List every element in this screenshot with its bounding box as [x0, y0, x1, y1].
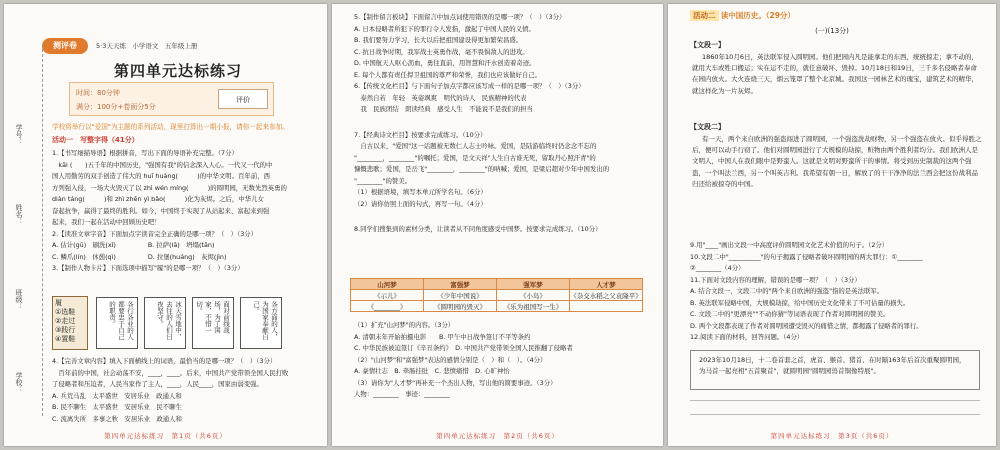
q11: 11.下面对文段内容的理解，错误的是哪一项？（ ）（3分）	[690, 275, 861, 284]
activity-1-title: 活动一 写整字得（41分）	[52, 136, 139, 144]
q8-option: A. 清朝末年开始拍摄电影 B. 甲午中日战争签订不平等条约	[354, 332, 531, 341]
q11-option: D. 两个文段都表现了作者对圆明园遭受毁灭的痛惜之情，都揭露了侵略者的罪行。	[690, 321, 923, 330]
table-header-cell: 强军梦	[497, 279, 570, 290]
table-header-cell: 富强梦	[424, 279, 497, 290]
q8-answer: 人物：________ 事迹：________	[354, 390, 450, 398]
page2-questions-bottom	[354, 320, 654, 401]
page-footer: 第四单元达标练习 第2页（共6页）	[436, 432, 559, 440]
q7-text: "________"的赞美。	[354, 176, 412, 185]
q7: 7.【经典诗文栏目】按要求完成练习。（10分）	[354, 130, 487, 139]
q9: 9.用"____"画出文段一中高度评价圆明园文化艺术价值的句子。（2分）	[690, 241, 889, 249]
table-cell: 《乐为祖国写一生》	[497, 301, 570, 312]
q1: 1.【书写细描导语】根据拼音，写出下面的导语补充完整。（7分）	[52, 149, 238, 157]
table-row	[351, 301, 643, 312]
q11-option: B. 英法联军侵略中国，大规模劫掠，给中国历史文化带来了不可估量的损失。	[690, 298, 910, 307]
q2-option: A. 估计(gū) 刷洗(xǐ) B. 拉萨(lā) 坍塌(tān)	[52, 241, 215, 249]
q4-option: B. 民不聊生 太平盛世 安居乐业 民不聊生	[52, 403, 182, 411]
table-header-cell: 山河梦	[351, 279, 424, 290]
q5-option: B. 我们要努力学习，长大以后把祖国建设得更加繁荣昌盛。	[354, 36, 523, 44]
table-cell: 《小岛》	[497, 290, 570, 301]
table-cell: 《杂交水稻之父袁隆平》	[570, 291, 642, 300]
q7-text: 慷慨悲歌；爱国，是岳飞"________，________"的呐喊；爱国，是梁启超对少年中国发出的	[354, 165, 610, 173]
q5-option: E. 每个人都有责任捍卫祖国的尊严和荣誉，我们也应该做好自己。	[354, 70, 542, 79]
name-label: 姓名：	[15, 204, 23, 225]
passage-1-label: 【文段一】	[690, 41, 725, 49]
activity-2-badge: 活动二	[690, 10, 719, 21]
q2: 2.【读准文章字音】下面加点字读音完全正确的是哪一项？（ ）（3分）	[52, 229, 258, 238]
intro-text: 学校将举行以"爱国"为主题的系列活动，现里打算出一期小报，请你一起来参加。	[52, 123, 289, 131]
class-label: 班级：	[15, 289, 23, 310]
page-footer: 第四单元达标练习 第3页（共6页）	[770, 432, 894, 440]
q8-option: C. 中华民族被迫签订《辛丑条约》 D. 中国共产党带领全国人民推翻了侵略者	[354, 344, 573, 352]
worksheet-page-3	[668, 4, 996, 446]
q1-line: 奋起抗争，赢得了最终的胜利。如今，中国终于实现了从站起来、富起来到强	[52, 206, 270, 215]
eval-box: 评价	[218, 89, 268, 109]
worksheet-page-2	[332, 4, 663, 446]
table-row	[351, 279, 643, 290]
page2-questions-top	[354, 12, 654, 236]
q12: 12.阅读下面的材料，回答问题。（4分）	[690, 333, 804, 341]
q7-sub2: （2）请你仿照上面的句式，再写一句。（4分）	[354, 199, 487, 208]
answer-line	[690, 414, 980, 415]
q10-answer: ②________（4分）	[690, 264, 745, 272]
questions-block	[52, 148, 322, 275]
table-cell: 《圆明园的毁灭》	[424, 301, 497, 312]
q8-option: A. 豪情壮志 B. 牵肠挂肚 C. 悲愤痛惜 D. 心旷神怡	[354, 367, 510, 375]
book-header: 5·3天天练 小学语文 五年级上册	[96, 42, 198, 50]
q1-line: 方列强入侵，一场大火毁灭了以 zhì wén míng( )的圆明园，无数先烈英勇的	[52, 183, 287, 192]
q6-text: 泰然自若 年轻 英姿飒爽 明代的诗人 民族精神的代表	[354, 93, 527, 102]
time-info: 时间：80分钟	[76, 89, 120, 97]
q4-block	[52, 356, 322, 425]
q7-sub1: （1）根据语境，填写本单元所学名句。（6分）	[354, 188, 487, 196]
q8-sub2: （2）"山河梦"和"富强梦"表达的感情分别是（ ）和（ ）。（4分）	[354, 355, 547, 364]
q11-option: C. 文段二中的"更漂亮""不动你猜"等词语表现了作者对圆明园的赞美。	[690, 310, 890, 318]
q5: 5.【制作留言板块】下面留言中加点词使用错误的是哪一项？（ ）（3分）	[354, 13, 566, 21]
q10: 10.文段二中"__________"的句子揭露了侵略者破坏圆明园的两大罪行：①________	[690, 252, 923, 261]
table-cell: 《________》	[351, 301, 424, 312]
test-badge: 测评卷	[42, 38, 88, 54]
page-footer: 第四单元达标练习 第1页（共6页）	[104, 432, 227, 440]
table-cell: 《示儿》	[351, 290, 424, 301]
q5-option: C. 抗日战争时期，我军战士英勇作战，毫不畏惧敌人的进攻。	[354, 47, 529, 56]
q1-line: kāi ( )五千年的中国历史，"强国有我"的信念深入人心。一代又一代的中	[52, 160, 273, 169]
q6: 6.【传统文化栏目】与下面句子加点字都应该写成一样的是哪一项？（ ）（3分）	[354, 82, 585, 90]
section-subtitle: (一)(13分)	[815, 27, 849, 35]
passage-2-label: 【文段二】	[690, 123, 725, 131]
q4-option: C. 流离失所 多事之秋 安居乐业 政通人和	[52, 414, 182, 423]
character-card: 履 ①选鞋 ②走过 ③践行 ④置鞋	[52, 296, 88, 350]
q11-option: A. 结合文段一，文段二中的"两个来自欧洲的强盗"指的是英法联军。	[690, 287, 884, 295]
cut-line	[42, 44, 43, 416]
table-header-cell: 人才梦	[570, 279, 643, 290]
q2-option: C. 鳞爪(lín) 休憩(qì) D. 拉堡(huáng) 灰烬(jìn)	[52, 252, 227, 261]
q6-text: 我 民族团结 朗读经典 感受人生 不能说不是我们的担当	[354, 105, 533, 113]
q1-line: 起来，我们一起在活动中回顾历史吧！	[52, 218, 161, 226]
option-panel-c: 面对前线战场，为了国家，不惜一切。	[192, 297, 234, 349]
q5-option: D. 中国航天人呕心沥血，勇往直前，用智慧和汗水创造着奇迹。	[354, 59, 536, 67]
q8-sub3: （3）请你为"人才梦"再补充一个杰出人物，写出他的简要事迹。（3分）	[354, 378, 557, 387]
worksheet-page-1	[4, 4, 327, 446]
q1-line: diàn táng( )和 zhì zhēn yì bǎo( )化为灰烬。之后，中华儿女	[52, 195, 264, 203]
option-panel-d: 各方面的人，为国家奉献自己。	[240, 297, 282, 349]
option-panel-a: 各行各业的人都要忠于自己的职责。	[96, 297, 138, 349]
activity-2-title: 读中国历史。（29分）	[720, 11, 795, 20]
q3: 3.【制作人物卡片】下面选项中描写"履"的是哪一项？（ ）（3分）	[52, 264, 244, 272]
q7-text: "________，________"的嘱托；爱国，是文天祥"人生自古谁无死，留取丹心照汗青"的	[354, 153, 596, 162]
score-info: 满分：100分+卷面分5分	[76, 103, 156, 111]
school-label: 学校：	[15, 372, 23, 393]
q5-option: A. 日本侵略者所犯下的罪行令人发指，激起了中国人民的义愤。	[354, 24, 535, 33]
table-cell: 《少年中国说》	[424, 290, 497, 301]
activity-2-header	[690, 10, 800, 24]
passage-2: 有一天，两个来自欧洲的强盗闯进了圆明园，一个强盗洗劫财物，另一个强盗在放火。似乎得胜之后，便可以动手行窃了。他们对圆明园进行了大规模的劫掠，赃物由两个胜利者均分。我们欧洲人是文明人，中国人在我们眼中是野蛮人。这就是文明对野蛮所干的事情。将受到历史制裁的这两个强盗，一个叫法兰西，另一个叫英吉利。我希望有朝一日，解放了的干干净净的法兰西会把这份战利品归还给被掠夺的中国。	[692, 135, 982, 188]
info-box	[69, 82, 274, 116]
page3-questions	[690, 240, 990, 344]
passage-1: 1860年10月6日，英法联军侵入圆明园。他们把园内凡是能拿走的东西，统统掠走；拿不动的，就用大车或牲口搬运；实在运不走的，就任意破坏、毁掉。10月18日和19日，三千多名侵略者奉命在园内放火。大火连烧三天，烟云笼罩了整个北京城。我国这一园林艺术的瑰宝，建筑艺术的精华，就这样化为一片灰烬。	[692, 53, 978, 95]
q4-text: 了侵略者和压迫者，人民当家作了主人，____，人民____，国家由弱变强。	[52, 380, 263, 388]
option-panel-b: 冰天雪地中，去往的人们日夜坚守。	[144, 297, 186, 349]
answer-line	[690, 400, 980, 401]
q8-sub1: （1）扩充"山河梦"的内容。（3分）	[354, 321, 455, 329]
q4-text: 百年前的中国，社会动荡不安，____，____。后来，中国共产党带领全国人民打败	[52, 368, 289, 377]
dream-table	[350, 278, 643, 312]
q7-text: 自古以来，"爱国"这一话题被无数仁人志士吟咏。爱国，是陆游临终时仍念念不忘的	[354, 142, 597, 150]
page-title: 第四单元达标练习	[114, 62, 243, 80]
q8: 8.同学们搜集到的素材分类，让读者从不同角度感受中国梦。按要求完成练习。（10分）	[354, 225, 602, 233]
table-row	[351, 290, 643, 301]
material-box: 2023年10月18日，十二卷首套之首，虎首、猴首、猪首、在时隔163年后首次重聚圆明园，为马首一起亮相"五首聚首"，就圆明园"圆明园兽首铜像特展"。	[690, 350, 980, 390]
q4-option: A. 兵荒马乱 太平盛世 安居乐业 政通人和	[52, 391, 182, 400]
q4: 4.【完善文章内容】填入下面横线上的词语，最恰当的是哪一项？（ ）（3分）	[52, 357, 277, 365]
q1-line: 国人用勤劳的双手创造了伟大的 huī huáng( )的中华文明。百年前，西	[52, 172, 270, 180]
student-number-label: 学号：	[15, 124, 23, 145]
table-cell	[570, 301, 643, 312]
